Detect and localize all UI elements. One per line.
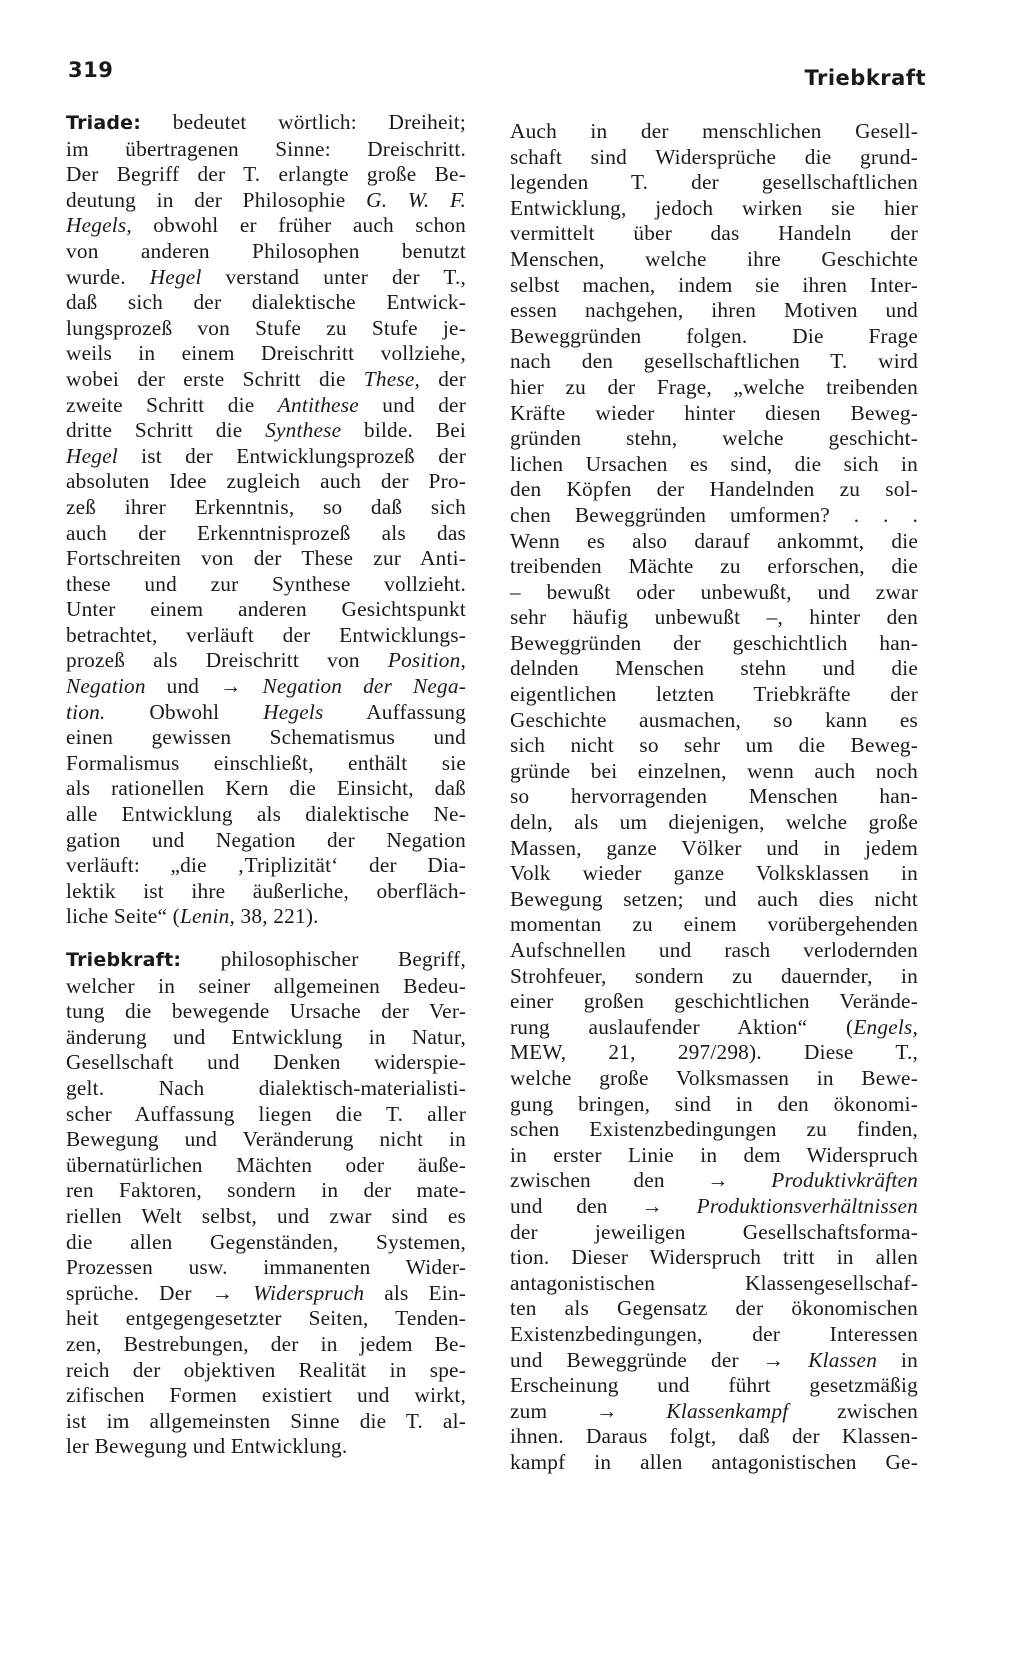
body-text: Aufschnellen und rasch verlodernden	[510, 938, 918, 962]
body-text: alle Entwicklung als dialektische Ne-	[66, 802, 466, 827]
body-text: zifischen Formen existiert und wirkt,	[66, 1383, 466, 1408]
body-text: wobei der erste Schritt die	[66, 366, 364, 391]
headword: Triade:	[66, 112, 142, 134]
body-text: ist im allgemeinsten Sinne die T. al-	[66, 1408, 466, 1433]
body-text: gung bringen, sind in den ökonomi-	[510, 1091, 918, 1116]
body-text: dritte Schritt die	[66, 418, 266, 443]
text-line	[66, 341, 466, 367]
body-text: Volk wieder ganze Volksklassen in	[510, 861, 918, 886]
body-text: essen nachgehen, ihren Motiven und	[510, 298, 918, 323]
body-text: reich der objektiven Realität in spe-	[66, 1357, 466, 1382]
body-text: absoluten Idee zugleich auch der Pro-	[66, 469, 466, 494]
text-line	[510, 452, 918, 478]
emphasis-text: Negation	[66, 674, 146, 699]
body-text: als Ein-	[364, 1280, 467, 1305]
emphasis-text: Widerspruch	[233, 1280, 365, 1305]
emphasis-text: Synthese	[265, 418, 342, 443]
body-text: Fortschreiten von der These zur Anti-	[66, 546, 466, 571]
body-text: prozeß als Dreischritt von	[66, 648, 388, 673]
body-text: und den	[510, 1193, 642, 1218]
body-text: tung die bewegende Ursache der Ver-	[66, 999, 466, 1024]
text-line	[510, 656, 918, 682]
emphasis-text: Hegels,	[66, 213, 132, 238]
body-text: legenden T. der gesellschaftlichen	[510, 170, 918, 195]
text-line	[510, 1450, 918, 1476]
text-line	[510, 170, 918, 196]
text-line	[510, 401, 918, 427]
text-line	[510, 298, 918, 324]
text-line	[510, 1040, 918, 1066]
body-text: Wenn es also darauf ankommt, die	[510, 528, 918, 553]
body-text: Prozessen usw. immanenten Wider-	[66, 1255, 466, 1280]
text-line	[510, 605, 918, 631]
body-text: schen Existenzbedingungen zu finden,	[510, 1117, 918, 1142]
cross-reference-arrow-icon: →	[762, 1347, 785, 1372]
body-text: in	[877, 1347, 918, 1372]
emphasis-text: Antithese	[277, 392, 359, 417]
body-text: bedeutet wörtlich: Dreiheit;	[141, 110, 466, 134]
emphasis-text: Hegel	[66, 443, 118, 468]
body-text: der	[420, 366, 466, 391]
text-line	[66, 1332, 466, 1358]
text-line	[510, 580, 918, 606]
body-text: weils in einem Dreischritt vollziehe,	[66, 341, 466, 366]
left-column	[66, 110, 466, 1460]
body-text: these und zur Synthese vollzieht.	[66, 571, 466, 596]
text-line	[66, 469, 466, 495]
text-line	[510, 1194, 918, 1220]
text-line	[66, 1281, 466, 1307]
text-line	[66, 1306, 466, 1332]
text-line	[66, 597, 466, 623]
body-text: vermittelt über das Handeln der	[510, 221, 918, 246]
body-text: zen, Bestrebungen, der in jedem Be-	[66, 1331, 466, 1356]
body-text: Gesellschaft und Denken widerspie-	[66, 1050, 466, 1075]
text-line	[66, 137, 466, 163]
body-text: gründen stehn, welche geschicht-	[510, 426, 918, 451]
text-line	[510, 196, 918, 222]
body-text: 38, 221).	[235, 904, 319, 929]
body-text: lichen Ursachen es sind, die sich in	[510, 451, 918, 476]
text-line	[66, 999, 466, 1025]
text-line	[66, 162, 466, 188]
text-line	[66, 1383, 466, 1409]
text-line	[66, 316, 466, 342]
running-head: Triebkraft	[804, 66, 926, 90]
body-text: verläuft: „die ‚Triplizität‘ der Dia-	[66, 853, 466, 878]
text-line	[66, 1102, 466, 1128]
body-text: sich nicht so sehr um die Beweg-	[510, 733, 918, 758]
text-line	[66, 802, 466, 828]
body-text: zwischen den	[510, 1168, 708, 1193]
body-text: sprüche. Der	[66, 1280, 212, 1305]
text-line	[510, 1245, 918, 1271]
text-line	[510, 247, 918, 273]
text-line	[510, 733, 918, 759]
body-text: hier zu der Frage, „welche treibenden	[510, 374, 918, 399]
body-text: übernatürlichen Mächten oder äuße-	[66, 1152, 466, 1177]
text-line	[66, 213, 466, 239]
text-line	[510, 784, 918, 810]
body-text: und	[145, 674, 221, 699]
cross-reference-arrow-icon: →	[220, 674, 242, 699]
body-text: zeß ihrer Erkenntnis, so daß sich	[66, 494, 466, 519]
text-line	[66, 1127, 466, 1153]
body-text: Auffassung	[323, 699, 467, 724]
text-line	[510, 273, 918, 299]
emphasis-text: Klassen	[784, 1347, 878, 1372]
body-text: MEW, 21, 297/298). Diese T.,	[510, 1040, 918, 1065]
body-text: Beweggründen der geschichtlich han-	[510, 630, 918, 655]
body-text: Unter einem anderen Gesichtspunkt	[66, 597, 466, 622]
body-text: Entwicklung, jedoch wirken sie hier	[510, 195, 918, 220]
dictionary-entry	[66, 947, 466, 1460]
text-line	[510, 887, 918, 913]
body-text: lungsprozeß von Stufe zu Stufe je-	[66, 315, 466, 340]
text-line	[66, 444, 466, 470]
text-line	[66, 1255, 466, 1281]
text-line	[510, 989, 918, 1015]
text-line	[66, 1025, 466, 1051]
body-text: delnden Menschen stehn und die	[510, 656, 918, 681]
right-column	[510, 119, 918, 1475]
text-line	[66, 725, 466, 751]
text-line	[510, 1143, 918, 1169]
text-line	[66, 265, 466, 291]
body-text: Kräfte wieder hinter diesen Beweg-	[510, 400, 918, 425]
body-text: Massen, ganze Völker und in jedem	[510, 835, 918, 860]
body-text: den Köpfen der Handelnden zu sol-	[510, 477, 918, 502]
headword: Triebkraft:	[66, 949, 182, 971]
text-line	[510, 1168, 918, 1194]
emphasis-text: Produktivkräften	[728, 1168, 918, 1193]
text-line	[510, 324, 918, 350]
text-line	[510, 810, 918, 836]
text-line	[66, 1409, 466, 1435]
text-line	[510, 477, 918, 503]
body-text: schaft sind Widersprüche die grund-	[510, 144, 918, 169]
body-text: einer großen geschichtlichen Verände-	[510, 989, 918, 1014]
body-text: momentan zu einem vorübergehenden	[510, 912, 918, 937]
body-text: welche große Volksmassen in Bewe-	[510, 1065, 918, 1090]
text-line	[66, 495, 466, 521]
emphasis-text: Hegels	[263, 699, 324, 724]
body-text: zwischen	[788, 1398, 918, 1423]
body-text: selbst machen, indem sie ihren Inter-	[510, 272, 918, 297]
text-line	[510, 1322, 918, 1348]
body-text: so hervorragenden Menschen han-	[510, 784, 918, 809]
body-text: der jeweiligen Gesellschaftsforma-	[510, 1219, 918, 1244]
emphasis-text: Hegel	[149, 264, 202, 289]
text-line	[66, 1178, 466, 1204]
body-text: bilde. Bei	[341, 418, 466, 443]
emphasis-text: These,	[363, 366, 421, 391]
text-line	[66, 700, 466, 726]
body-text: chen Beweggründen umformen? . . .	[510, 502, 918, 527]
body-text: liche Seite“ (	[66, 904, 180, 929]
text-line	[510, 1424, 918, 1450]
body-text: einen gewissen Schematismus und	[66, 725, 466, 750]
body-text: ten als Gegensatz der ökonomischen	[510, 1296, 918, 1321]
text-line	[510, 529, 918, 555]
body-text: tion. Dieser Widerspruch tritt in allen	[510, 1245, 918, 1270]
text-line	[510, 221, 918, 247]
text-line	[510, 759, 918, 785]
cross-reference-arrow-icon: →	[641, 1193, 663, 1218]
text-line	[66, 290, 466, 316]
text-line	[66, 947, 466, 974]
text-line	[66, 674, 466, 700]
body-text: scher Auffassung liegen die T. aller	[66, 1101, 466, 1126]
emphasis-text: Lenin,	[179, 904, 236, 929]
body-text: ler Bewegung und Entwicklung.	[66, 1434, 348, 1459]
text-line	[66, 239, 466, 265]
body-text: in erster Linie in dem Widerspruch	[510, 1142, 918, 1167]
text-line	[66, 974, 466, 1000]
cross-reference-arrow-icon: →	[211, 1280, 234, 1305]
text-line	[66, 188, 466, 214]
text-line	[510, 1373, 918, 1399]
text-line	[510, 1399, 918, 1425]
text-line	[510, 1092, 918, 1118]
body-text: im übertragenen Sinne: Dreischritt.	[66, 136, 466, 161]
body-text: riellen Welt selbst, und zwar sind es	[66, 1203, 466, 1228]
emphasis-text: Negation der Nega-	[241, 674, 467, 699]
body-text: obwohl er früher auch schon	[131, 213, 466, 238]
body-text: und der	[358, 392, 467, 417]
body-text: rung auslaufender Aktion“ (	[510, 1014, 854, 1039]
text-line	[66, 546, 466, 572]
text-line	[510, 426, 918, 452]
body-text: Bewegung und Veränderung nicht in	[66, 1127, 466, 1152]
body-text: deln, als um diejenigen, welche große	[510, 810, 918, 835]
text-line	[510, 912, 918, 938]
body-text: Beweggründen folgen. Die Frage	[510, 323, 918, 348]
text-line	[510, 836, 918, 862]
text-line	[510, 861, 918, 887]
body-text: gründe bei einzelnen, wenn auch noch	[510, 758, 918, 783]
text-line	[66, 1050, 466, 1076]
body-text: philosophischer Begriff,	[181, 947, 466, 971]
text-line	[66, 418, 466, 444]
body-text: – bewußt oder unbewußt, und zwar	[510, 579, 918, 604]
body-text: lektik ist ihre äußerliche, oberfläch-	[66, 878, 466, 903]
body-text: treibenden Mächte zu erforschen, die	[510, 554, 918, 579]
entry-continuation	[510, 119, 918, 1475]
body-text: eigentlichen letzten Triebkräfte der	[510, 682, 918, 707]
body-text: antagonistischen Klassengesellschaf-	[510, 1270, 918, 1295]
text-line	[510, 554, 918, 580]
emphasis-text: Position,	[387, 648, 466, 673]
body-text: heit entgegengesetzter Seiten, Tenden-	[66, 1306, 466, 1331]
cross-reference-arrow-icon: →	[596, 1398, 618, 1423]
text-line	[66, 776, 466, 802]
text-line	[66, 1434, 466, 1460]
text-line	[510, 964, 918, 990]
text-line	[66, 648, 466, 674]
body-text: betrachtet, verläuft der Entwicklungs-	[66, 622, 466, 647]
text-line	[66, 904, 466, 930]
text-line	[66, 751, 466, 777]
body-text: Formalismus einschließt, enthält sie	[66, 750, 466, 775]
text-line	[66, 1153, 466, 1179]
body-text: sehr häufig unbewußt –, hinter den	[510, 605, 918, 630]
emphasis-text: tion.	[66, 699, 106, 724]
text-line	[66, 521, 466, 547]
body-text: Geschichte ausmachen, so kann es	[510, 707, 918, 732]
body-text: die allen Gegenständen, Systemen,	[66, 1229, 466, 1254]
text-line	[510, 349, 918, 375]
body-text: Bewegung setzen; und auch dies nicht	[510, 886, 918, 911]
page-number: 319	[68, 58, 114, 82]
text-line	[510, 145, 918, 171]
text-line	[510, 708, 918, 734]
body-text: Existenzbedingungen, der Interessen	[510, 1321, 918, 1346]
body-text: Strohfeuer, sondern zu dauernder, in	[510, 963, 918, 988]
text-line	[66, 1076, 466, 1102]
body-text: Obwohl	[105, 699, 264, 724]
text-line	[66, 367, 466, 393]
body-text: daß sich der dialektische Entwick-	[66, 290, 466, 315]
text-line	[66, 1230, 466, 1256]
text-line	[510, 1271, 918, 1297]
body-text: Erscheinung und führt gesetzmäßig	[510, 1373, 918, 1398]
body-text: Auch in der menschlichen Gesell-	[510, 119, 918, 143]
text-line	[66, 853, 466, 879]
dictionary-entry	[66, 110, 466, 930]
text-line	[510, 1348, 918, 1374]
body-text: verstand unter der T.,	[201, 264, 467, 289]
text-line	[510, 938, 918, 964]
text-line	[66, 1358, 466, 1384]
body-text: und Beweggründe der	[510, 1347, 763, 1372]
text-line	[510, 1296, 918, 1322]
text-line	[66, 572, 466, 598]
emphasis-text: Engels,	[853, 1014, 918, 1039]
body-text: ren Faktoren, sondern in der mate-	[66, 1178, 466, 1203]
text-line	[510, 375, 918, 401]
body-text: gation und Negation der Negation	[66, 827, 466, 852]
body-text: zum	[510, 1398, 597, 1423]
text-line	[510, 119, 918, 145]
text-line	[66, 879, 466, 905]
body-text: Der Begriff der T. erlangte große Be-	[66, 162, 466, 187]
body-text: als rationellen Kern die Einsicht, daß	[66, 776, 466, 801]
emphasis-text: Klassenkampf	[617, 1398, 789, 1423]
body-text: kampf in allen antagonistischen Ge-	[510, 1449, 918, 1474]
body-text: nach den gesellschaftlichen T. wird	[510, 349, 918, 374]
body-text: Menschen, welche ihre Geschichte	[510, 246, 918, 271]
emphasis-text: G. W. F.	[366, 187, 466, 212]
text-line	[66, 623, 466, 649]
text-line	[510, 1066, 918, 1092]
text-line	[510, 1015, 918, 1041]
text-line	[66, 110, 466, 137]
body-text: ist der Entwicklungsprozeß der	[117, 443, 466, 468]
body-text: von anderen Philosophen benutzt	[66, 238, 466, 263]
body-text: welcher in seiner allgemeinen Bedeu-	[66, 973, 466, 998]
body-text: wurde.	[66, 264, 150, 289]
text-line	[510, 631, 918, 657]
text-line	[510, 1117, 918, 1143]
body-text: deutung in der Philosophie	[66, 187, 367, 212]
text-line	[510, 682, 918, 708]
body-text: ihnen. Daraus folgt, daß der Klassen-	[510, 1424, 918, 1449]
text-line	[510, 1220, 918, 1246]
body-text: auch der Erkenntnisprozeß als das	[66, 520, 466, 545]
body-text: zweite Schritt die	[66, 392, 278, 417]
text-line	[66, 1204, 466, 1230]
body-text: änderung und Entwicklung in Natur,	[66, 1024, 466, 1049]
text-line	[510, 503, 918, 529]
text-line	[66, 828, 466, 854]
text-line	[66, 393, 466, 419]
cross-reference-arrow-icon: →	[707, 1168, 729, 1193]
body-text: gelt. Nach dialektisch-materialisti-	[66, 1075, 466, 1100]
emphasis-text: Produktionsverhältnissen	[662, 1193, 918, 1218]
